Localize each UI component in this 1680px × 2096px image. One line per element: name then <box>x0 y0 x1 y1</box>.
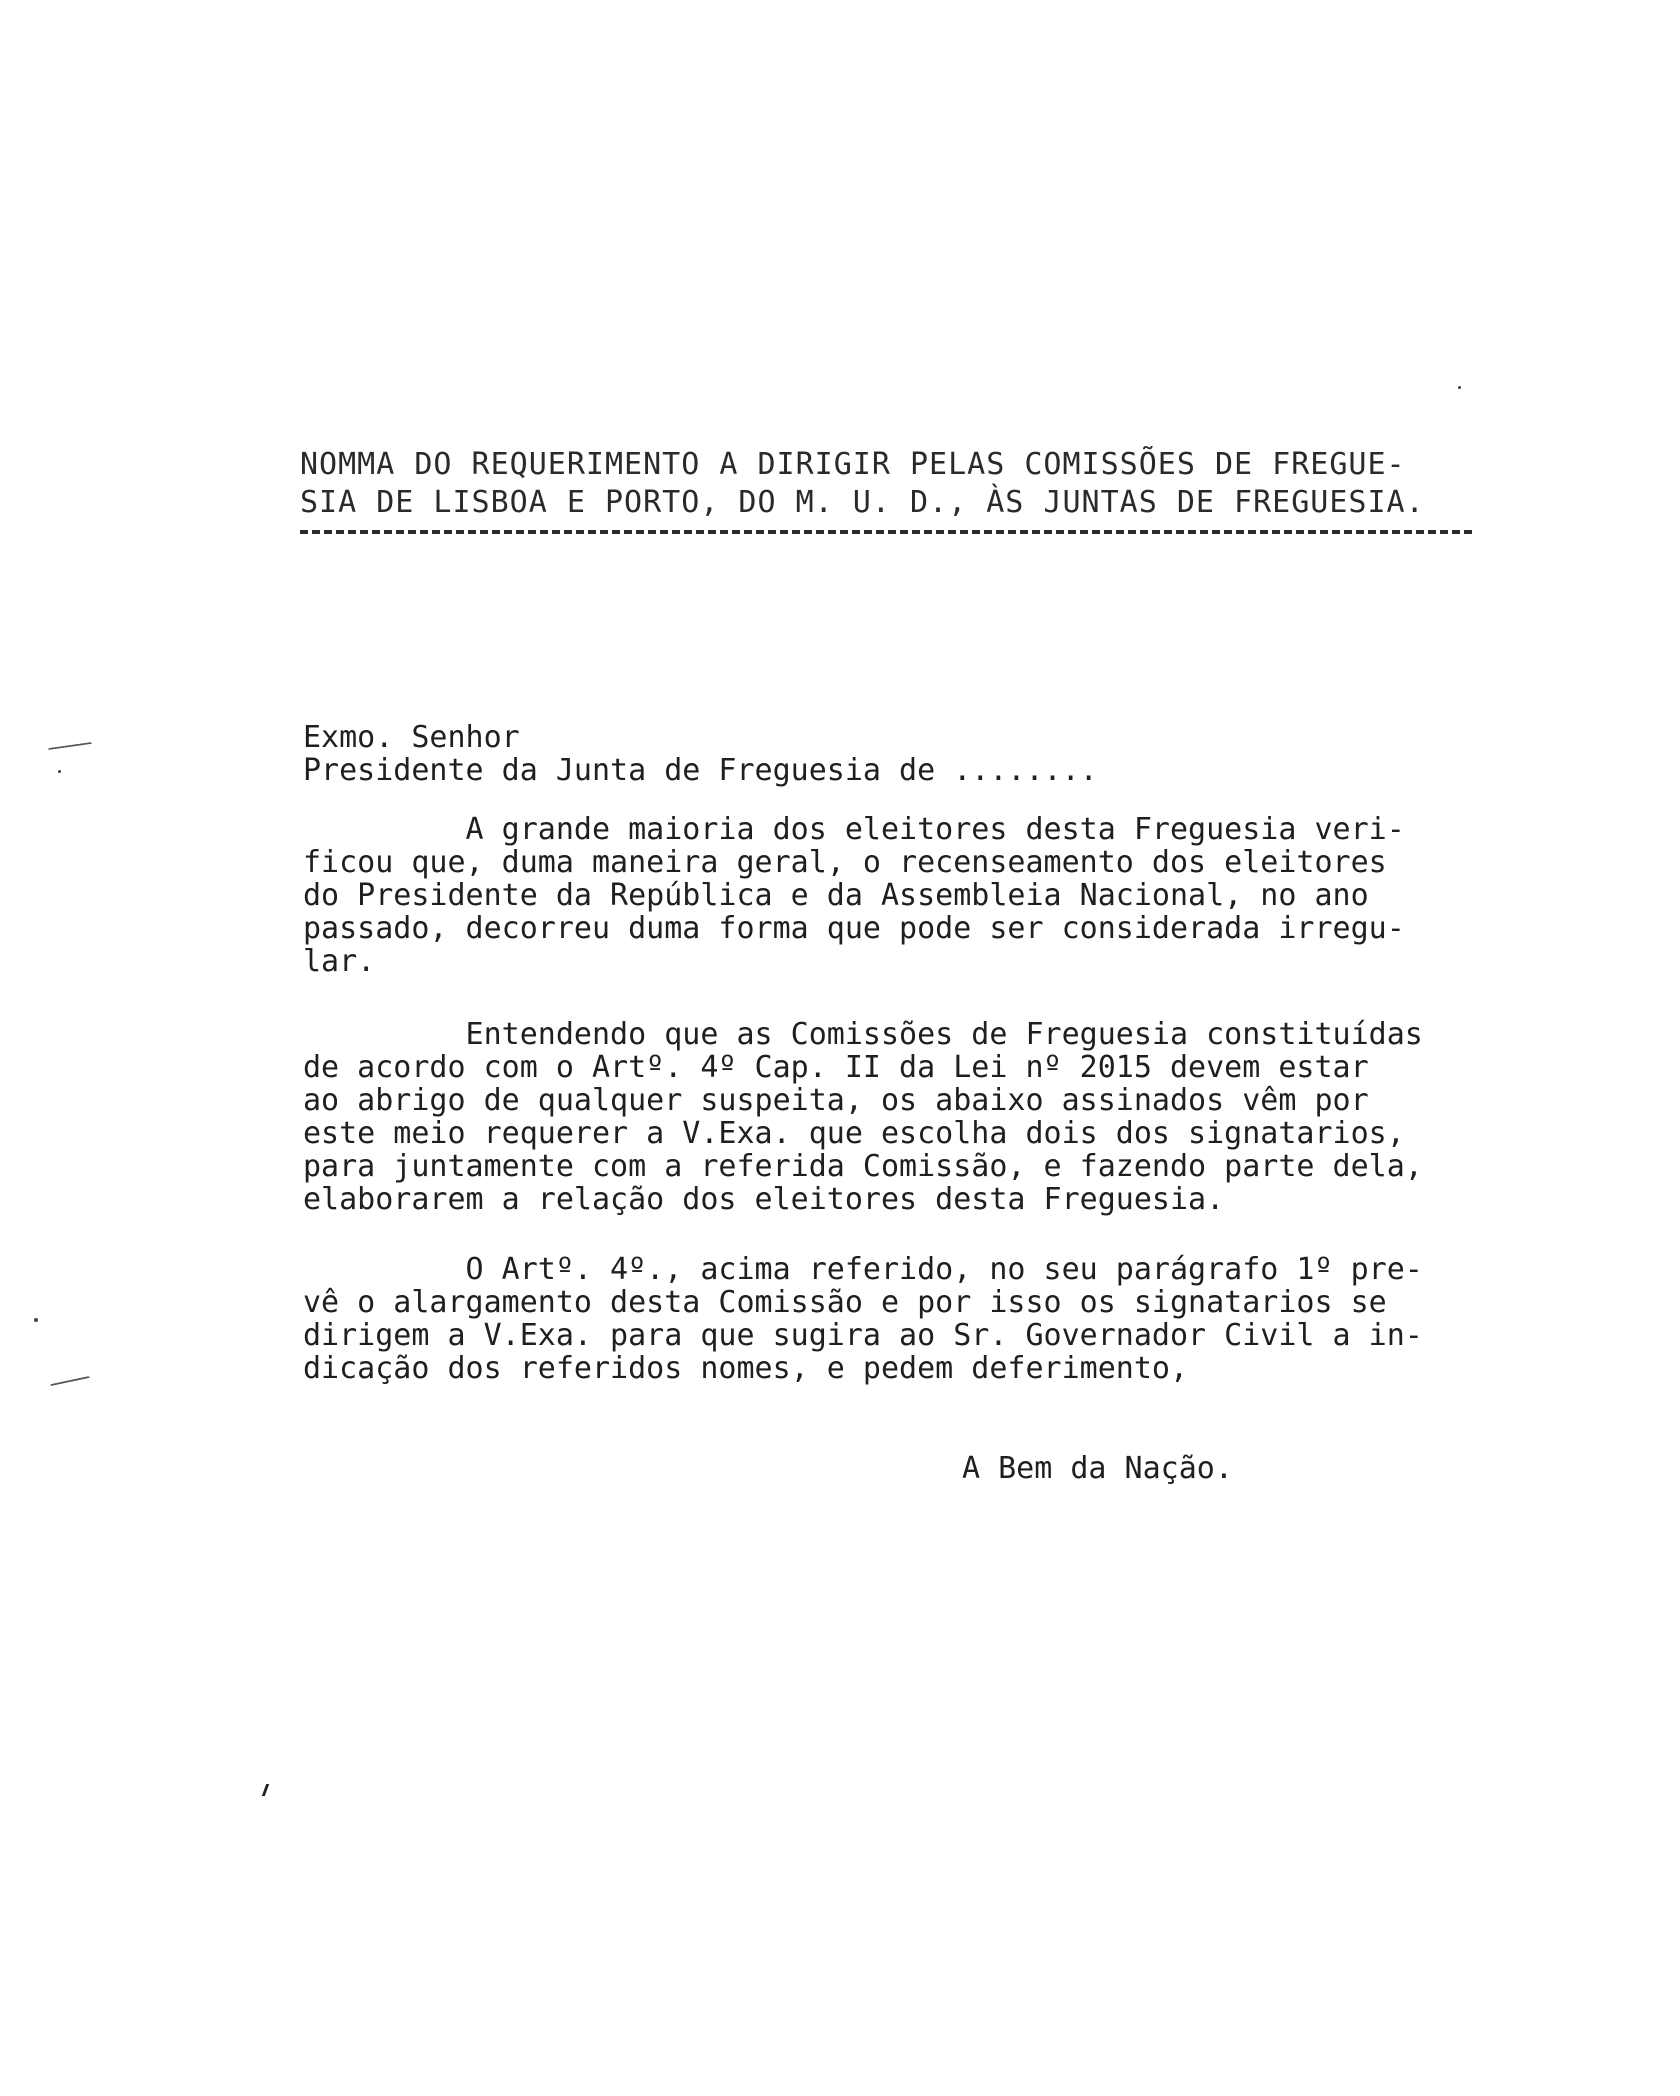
paragraph-2-line: ao abrigo de qualquer suspeita, os abaixo assinados vêm por <box>303 1083 1369 1118</box>
closing-formula: A Bem da Nação. <box>962 1451 1233 1486</box>
paragraph-3-line: dirigem a V.Exa. para que sugira ao Sr. Governador Civil a in- <box>303 1318 1423 1353</box>
paper-speck <box>58 770 61 773</box>
paragraph-2-line: para juntamente com a referida Comissão, e fazendo parte dela, <box>303 1149 1423 1184</box>
paragraph-2 <box>303 1018 1563 1216</box>
salutation-line-2: Presidente da Junta de Freguesia de ........ <box>303 753 1098 788</box>
paragraph-2-line: Entendendo que as Comissões de Freguesia constituídas <box>303 1017 1423 1052</box>
paragraph-1-line: lar. <box>303 944 376 979</box>
paragraph-2-line: este meio requerer a V.Exa. que escolha dois dos signatarios, <box>303 1116 1405 1151</box>
paper-speck <box>34 1318 38 1322</box>
paragraph-1-line: ficou que, duma maneira geral, o recenseamento dos eleitores <box>303 845 1387 880</box>
title-line-2: SIA DE LISBOA E PORTO, DO M. U. D., ÀS JUNTAS DE FREGUESIA. <box>300 485 1425 520</box>
paragraph-3-line: O Artº. 4º., acima referido, no seu parágrafo 1º pre- <box>303 1252 1423 1287</box>
document-title <box>300 446 1500 522</box>
paragraph-1-line: do Presidente da República e da Assembleia Nacional, no ano <box>303 878 1369 913</box>
paragraph-3-line: dicação dos referidos nomes, e pedem deferimento, <box>303 1351 1189 1386</box>
salutation-line-1: Exmo. Senhor <box>303 720 520 755</box>
paper-blemish <box>48 742 92 750</box>
paper-speck <box>1458 386 1461 389</box>
paragraph-2-line: elaborarem a relação dos eleitores desta Freguesia. <box>303 1182 1225 1217</box>
salutation-block <box>303 721 1563 787</box>
paper-speck <box>262 1784 269 1796</box>
title-underline-rule <box>300 530 1472 534</box>
paragraph-1-line: A grande maioria dos eleitores desta Freguesia veri- <box>303 812 1405 847</box>
paper-blemish <box>50 1376 90 1386</box>
paragraph-2-line: de acordo com o Artº. 4º Cap. II da Lei nº 2015 devem estar <box>303 1050 1369 1085</box>
title-line-1: NOMMA DO REQUERIMENTO A DIRIGIR PELAS COMISSÕES DE FREGUE- <box>300 447 1406 482</box>
paragraph-1 <box>303 813 1563 978</box>
paragraph-1-line: passado, decorreu duma forma que pode ser considerada irregu- <box>303 911 1405 946</box>
paragraph-3-line: vê o alargamento desta Comissão e por isso os signatarios se <box>303 1285 1387 1320</box>
paragraph-3 <box>303 1253 1563 1385</box>
